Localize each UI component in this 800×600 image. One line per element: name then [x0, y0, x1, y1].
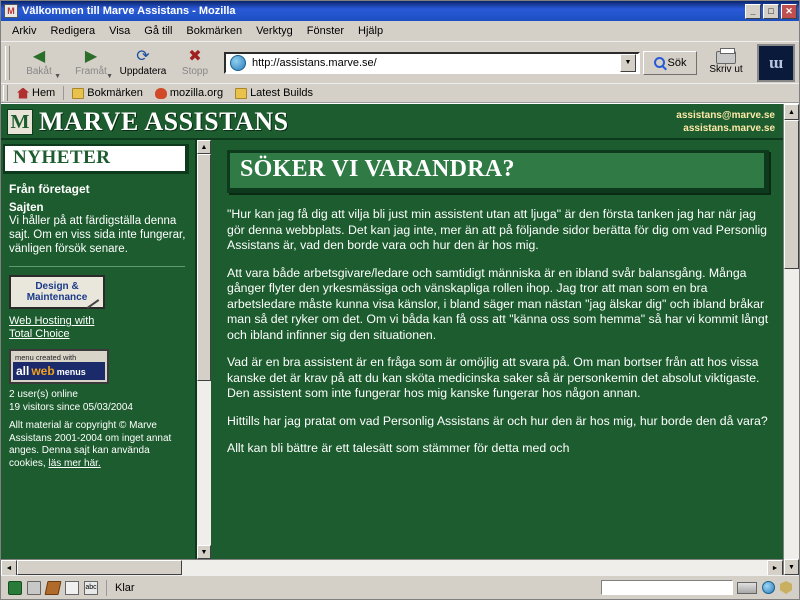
close-button[interactable]: ✕ [781, 4, 797, 19]
folder-icon [72, 88, 84, 99]
menu-redigera[interactable]: Redigera [50, 24, 96, 37]
sidebar-nyheter-banner [3, 144, 189, 174]
page-body [1, 140, 783, 559]
design-badge-line2: Maintenance [26, 292, 88, 303]
headline-box [227, 150, 769, 193]
page-headline: SÖKER VI VARANDRA? [240, 156, 515, 182]
back-button[interactable] [13, 44, 65, 82]
maximize-button[interactable]: □ [763, 4, 779, 19]
sidebar-subtitle: Från företaget [9, 182, 90, 196]
personalbar-separator [63, 86, 64, 100]
online-icon[interactable] [8, 581, 22, 595]
content-paragraph-5: Allt kan bli bättre är ett talesätt som stämmer för detta med och [227, 441, 570, 455]
search-icon [654, 57, 665, 68]
reload-icon: ⟳ [136, 47, 150, 65]
print-button-label: Skriv ut [709, 63, 743, 75]
sidebar-scroll-thumb[interactable] [197, 154, 211, 381]
personalbar-item-mozilla-org[interactable] [149, 86, 229, 100]
navigation-toolbar [1, 41, 799, 83]
allweb-menus-badge[interactable] [9, 349, 109, 384]
vscroll-thumb[interactable] [784, 120, 799, 269]
content-paragraph-1: "Hur kan jag få dig att vilja bli just min assistent utan att ljuga" är den första tanken jag har när jag gör denna webbplats. Det kan jag inte, mer än att på följande sidor berätta för dig om vad Personlig Assistans är, vad den borde vara och hur den är hos mig. [227, 207, 768, 252]
back-button-label: Bakåt [26, 65, 52, 77]
window-title: Välkommen till Marve Assistans - Mozilla [22, 5, 236, 17]
personalbar-item-latest-builds[interactable] [229, 86, 319, 100]
doc-icon[interactable] [65, 581, 79, 595]
vscroll-up-button[interactable]: ▲ [784, 104, 799, 120]
status-separator [106, 580, 107, 596]
menu-bar [1, 21, 799, 41]
hscroll-thumb[interactable] [17, 560, 182, 575]
allweb-badge-web: web [31, 364, 55, 378]
sidebar-scrollbar[interactable] [197, 140, 211, 559]
url-input[interactable] [250, 56, 620, 70]
status-right-icons [737, 581, 796, 594]
window-controls [745, 4, 797, 19]
hscroll-track[interactable] [17, 560, 767, 575]
design-badge-line1: Design & [35, 281, 79, 292]
site-sidebar [1, 140, 197, 559]
abc-icon[interactable]: abc [84, 581, 98, 595]
forward-button-label: Framåt [75, 65, 107, 77]
mozilla-throbber-icon[interactable]: ɯ [757, 44, 795, 82]
menu-verktyg[interactable]: Verktyg [256, 24, 293, 37]
header-contact [676, 109, 775, 135]
content-paragraph-4: Hittills har jag pratat om vad Personlig Assistans är och hur den är hos mig, hur borde den då vara? [227, 413, 768, 428]
globe-icon [230, 55, 246, 71]
page-viewport [1, 103, 799, 575]
connection-icon[interactable] [737, 582, 757, 594]
content-paragraph-2: Att vara både arbetsgivare/ledare och samtidigt människa är en ibland svår balansgång. Många gånger flyter den yrkesmässiga och vänskapliga rollen ihop. Jag tror att man som en bra arbetsledare måste kunna visa känslor, i bland säger man nästan "jag älskar dig" och ibland bråkar man så det ryker om det. Om vi båda kan få oss att "känna oss som hemma" så har vi kommit långt och ibland infinner sig den situationen. [227, 265, 769, 342]
status-text: Klar [115, 581, 135, 594]
progress-meter [601, 580, 733, 595]
menu-fonster[interactable]: Fönster [306, 24, 345, 37]
sidebar-section-text: Vi håller på att färdigställa denna sajt. Om en viss sida inte fungerar, vänligen försök senare. [9, 215, 186, 255]
hscroll-left-button[interactable]: ◄ [1, 560, 17, 575]
sidebar-section-title: Sajten [9, 202, 44, 214]
search-button-label: Sök [667, 56, 687, 69]
personalbar-label-bokmarken: Bokmärken [87, 87, 143, 99]
menu-visa[interactable]: Visa [109, 24, 131, 37]
menu-hjalp[interactable]: Hjälp [358, 24, 384, 37]
sidebar-nyheter-label: NYHETER [13, 147, 111, 168]
sidebar-scroll-down-button[interactable]: ▼ [197, 545, 211, 559]
personal-toolbar [1, 83, 799, 103]
menu-bokmarken[interactable]: Bokmärken [186, 24, 243, 37]
page-horizontal-scrollbar[interactable] [1, 559, 783, 575]
main-content [211, 140, 783, 559]
home-icon [17, 88, 29, 99]
minimize-button[interactable]: _ [745, 4, 761, 19]
contact-email[interactable]: assistans@marve.se [676, 110, 775, 121]
menu-ga-till[interactable]: Gå till [144, 24, 173, 37]
visitors-text: 19 visitors since 05/03/2004 [9, 402, 133, 413]
sidebar-divider [9, 266, 185, 267]
forward-dropdown-icon[interactable]: ▼ [106, 72, 113, 80]
address-bar[interactable] [224, 52, 640, 74]
toolbar-grip[interactable] [5, 46, 10, 80]
back-dropdown-icon[interactable]: ▼ [54, 72, 61, 80]
reload-button-label: Uppdatera [119, 65, 167, 77]
lock-icon[interactable] [27, 581, 41, 595]
allweb-badge-bottom [13, 362, 105, 380]
personalbar-label-latest-builds: Latest Builds [250, 87, 314, 99]
personalbar-label-mozilla-org: mozilla.org [169, 87, 224, 99]
title-bar [1, 1, 799, 21]
content-paragraph-3: Vad är en bra assistent är en fråga som är omöjlig att svara på. Om man bortser från att hos vissa kanske det är krav på att du kan sköta medicinska saker så är personkemin det absolut viktigaste. Den assistent som inte fungerar hos mig kanske fungerar hos någon annan. [227, 355, 760, 400]
folder-icon [235, 88, 247, 99]
allweb-badge-top: menu created with [15, 353, 77, 362]
vscroll-track[interactable] [784, 120, 799, 559]
print-button[interactable] [697, 44, 755, 82]
personalbar-label-hem: Hem [32, 87, 56, 99]
vscroll-down-button[interactable]: ▼ [784, 559, 799, 575]
forward-arrow-icon: ▶ [84, 47, 98, 65]
stop-button[interactable] [169, 44, 221, 82]
sidebar-scroll-track[interactable] [197, 154, 211, 545]
printer-icon [716, 51, 736, 64]
mozilla-icon: M [4, 4, 18, 18]
contact-domain[interactable]: assistans.marve.se [683, 123, 775, 134]
hosting-link-line2[interactable]: Total Choice [9, 328, 70, 340]
forward-button[interactable] [65, 44, 117, 82]
personal-toolbar-grip[interactable] [3, 85, 8, 101]
search-button[interactable] [643, 51, 697, 75]
sidebar-scroll-up-button[interactable]: ▲ [197, 140, 211, 154]
read-more-link[interactable]: läs mer här. [48, 457, 101, 469]
web-page [1, 104, 783, 575]
hosting-link-line1[interactable]: Web Hosting with [9, 315, 95, 327]
allweb-badge-menus: menus [56, 367, 86, 377]
hscroll-right-button[interactable]: ► [767, 560, 783, 575]
brush-icon[interactable] [45, 581, 62, 595]
site-header [1, 104, 783, 140]
status-bar [1, 575, 799, 599]
back-arrow-icon: ◀ [32, 47, 46, 65]
allweb-badge-all: all [16, 364, 30, 378]
site-logo-text: MARVE ASSISTANS [39, 107, 289, 136]
reload-button[interactable] [117, 44, 169, 82]
design-maintenance-badge[interactable] [9, 275, 105, 309]
stop-icon: ✖ [188, 47, 202, 65]
url-history-dropdown-icon[interactable]: ▼ [620, 54, 636, 72]
pen-icon [87, 299, 100, 309]
shield-icon[interactable] [780, 581, 792, 594]
lizard-icon [155, 88, 167, 99]
users-online-text: 2 user(s) online [9, 389, 78, 400]
site-logo-icon: M [7, 109, 33, 135]
copyright-text [1, 414, 195, 474]
stop-button-label: Stopp [181, 65, 209, 77]
menu-arkiv[interactable]: Arkiv [12, 24, 37, 37]
copyright-body: Allt material är copyright © Marve Assistans 2001-2004 om inget annat anges. Denna sajt kan använda cookies, [9, 420, 172, 469]
page-vertical-scrollbar[interactable] [783, 104, 799, 575]
security-globe-icon[interactable] [762, 581, 775, 594]
personalbar-item-hem[interactable] [11, 86, 61, 100]
status-icon-group [4, 581, 102, 595]
personalbar-item-bokmarken[interactable] [66, 86, 149, 100]
